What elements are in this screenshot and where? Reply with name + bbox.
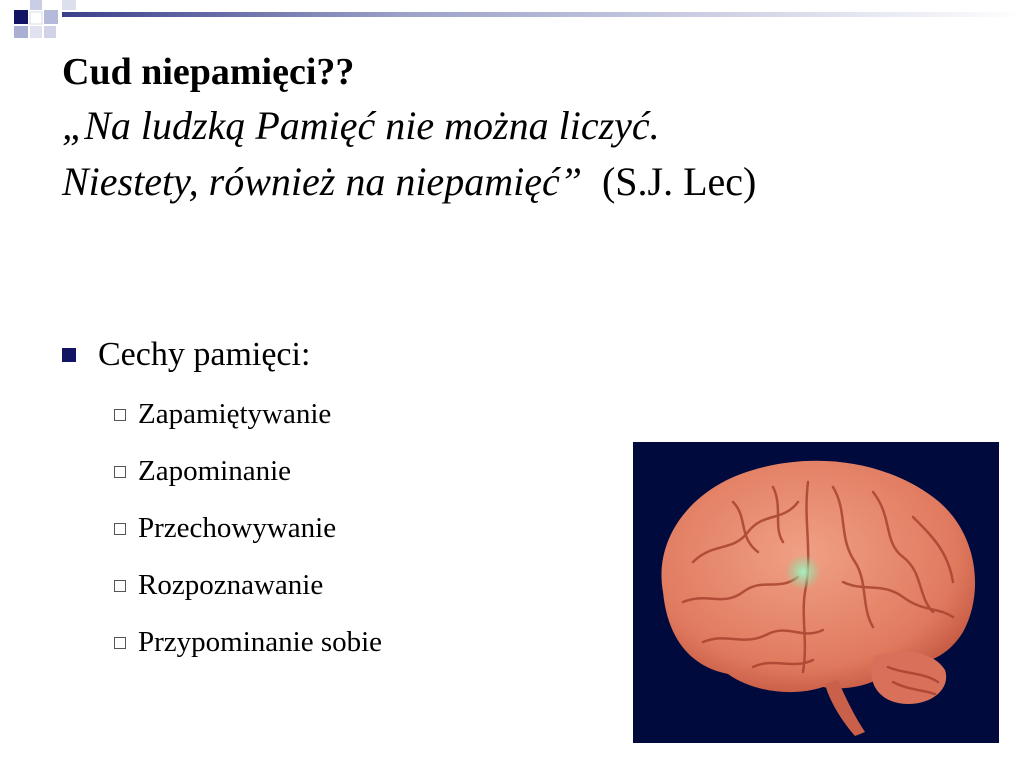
highlight-spot bbox=[785, 554, 821, 590]
quote-line-2: Niestety, również na niepamięć” bbox=[62, 159, 582, 204]
filled-square-bullet-icon bbox=[62, 348, 76, 362]
bullet-heading-text: Cechy pamięci: bbox=[98, 336, 311, 373]
hollow-square-bullet-icon bbox=[114, 637, 126, 649]
attribution: (S.J. Lec) bbox=[601, 159, 757, 204]
bullet-heading bbox=[62, 330, 622, 380]
list-item: Zapominanie bbox=[114, 443, 622, 500]
hollow-square-bullet-icon bbox=[114, 580, 126, 592]
slide-title bbox=[62, 50, 1002, 210]
bullet-list bbox=[62, 330, 622, 671]
list-item: Zapamiętywanie bbox=[114, 386, 622, 443]
brain-image bbox=[633, 442, 999, 743]
sub-bullet-list bbox=[114, 386, 622, 671]
title-quote bbox=[62, 98, 1002, 210]
list-item: Przypominanie sobie bbox=[114, 614, 622, 671]
list-item: Rozpoznawanie bbox=[114, 557, 622, 614]
quote-line-1: „Na ludzką Pamięć nie można liczyć. bbox=[62, 103, 660, 148]
title-main: Cud niepamięci?? bbox=[62, 51, 355, 93]
hollow-square-bullet-icon bbox=[114, 409, 126, 421]
hollow-square-bullet-icon bbox=[114, 466, 126, 478]
list-item: Przechowywanie bbox=[114, 500, 622, 557]
hollow-square-bullet-icon bbox=[114, 523, 126, 535]
